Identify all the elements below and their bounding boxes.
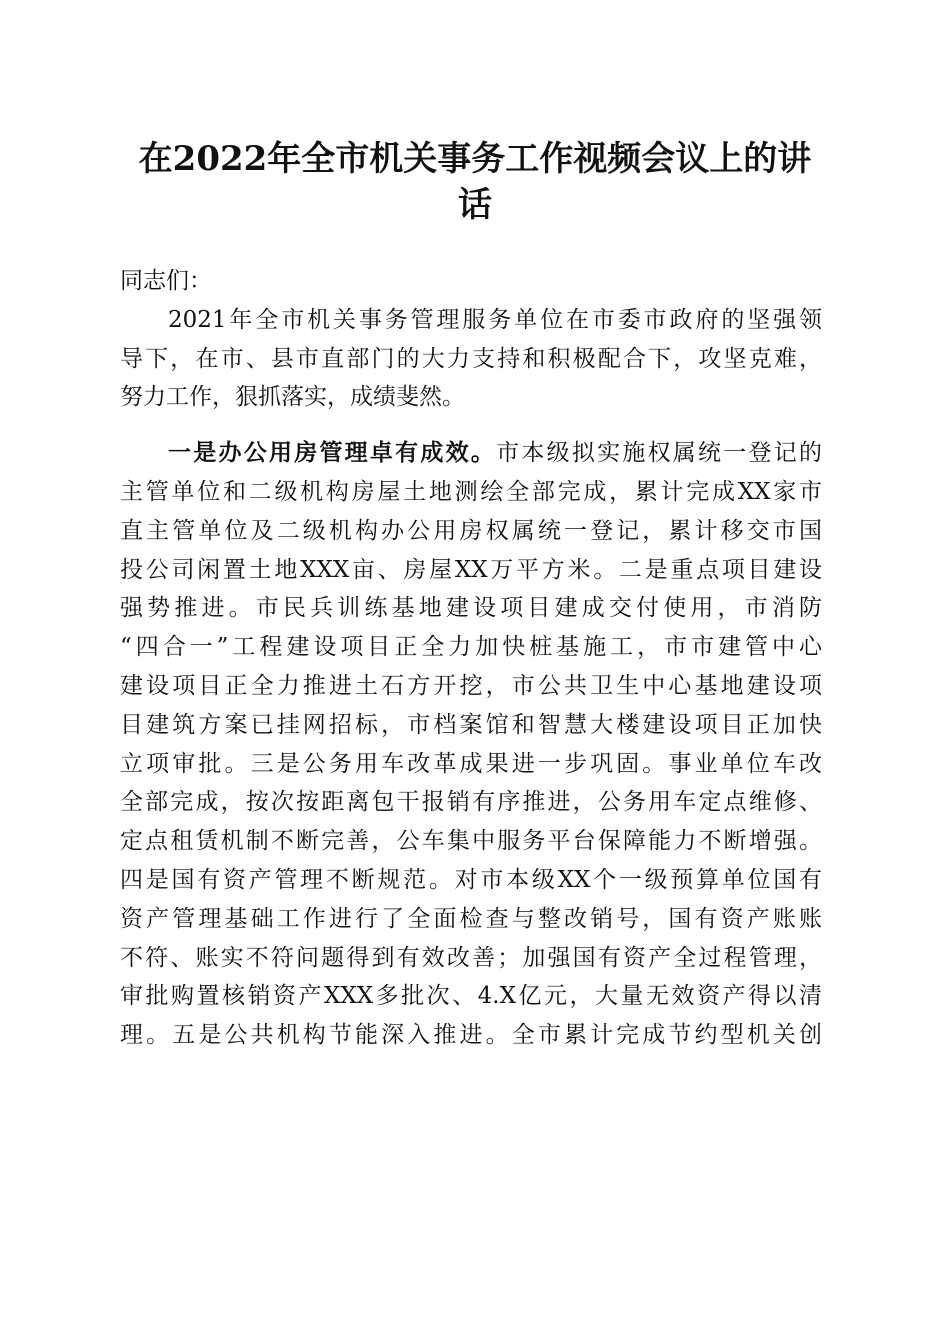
text-line: 投公司闲置土地XXX亩、房屋XX万平方米。二是重点项目建设 (120, 556, 822, 583)
intro-paragraph (120, 301, 822, 417)
text-line: 努力工作，狠抓落实，成绩斐然。 (120, 384, 465, 411)
text-line: 资产管理基础工作进行了全面检查与整改销号，国有资产账账 (120, 905, 822, 932)
text-line: 不符、账实不符问题得到有效改善；加强国有资产全过程管理， (120, 944, 822, 971)
text-line: 目建筑方案已挂网招标，市档案馆和智慧大楼建设项目正加快 (120, 711, 822, 738)
document-body (120, 262, 822, 1055)
text-line: 全部完成，按次按距离包干报销有序推进，公务用车定点维修、 (120, 789, 822, 816)
text-line (120, 434, 822, 473)
text-span: 市本级拟实施权属统一登记的 (496, 440, 823, 467)
title-line-1: 在2022年全市机关事务工作视频会议上的讲 (138, 139, 812, 179)
bold-lead: 一是办公用房管理卓有成效。 (168, 439, 497, 467)
salutation: 同志们： (120, 268, 212, 294)
text-line: 建设项目正全力推进土石方开挖，市公共卫生中心基地建设项 (120, 672, 822, 699)
text-line: 主管单位和二级机构房屋土地测绘全部完成，累计完成XX家市 (120, 478, 822, 505)
text-line: 理。五是公共机构节能深入推进。全市累计完成节约型机关创 (120, 1022, 822, 1049)
title-line-2: 话 (458, 185, 492, 225)
text-line: “四合一”工程建设项目正全力加快桩基施工，市市建管中心 (120, 634, 822, 661)
achievements-paragraph (120, 434, 822, 1055)
text-line: 审批购置核销资产XXX多批次、4.X亿元，大量无效资产得以清 (120, 983, 822, 1010)
text-line: 直主管单位及二级机构办公用房权属统一登记，累计移交市国 (120, 517, 822, 544)
text-line: 强势推进。市民兵训练基地建设项目建成交付使用，市消防 (120, 595, 822, 622)
text-line: 立项审批。三是公务用车改革成果进一步巩固。事业单位车改 (120, 750, 822, 777)
text-line: 定点租赁机制不断完善，公车集中服务平台保障能力不断增强。 (120, 828, 822, 855)
document-title (100, 136, 850, 228)
text-line: 导下，在市、县市直部门的大力支持和积极配合下，攻坚克难， (120, 345, 822, 372)
text-line: 四是国有资产管理不断规范。对市本级XX个一级预算单位国有 (120, 866, 822, 893)
text-line: 2021年全市机关事务管理服务单位在市委市政府的坚强领 (168, 306, 822, 333)
